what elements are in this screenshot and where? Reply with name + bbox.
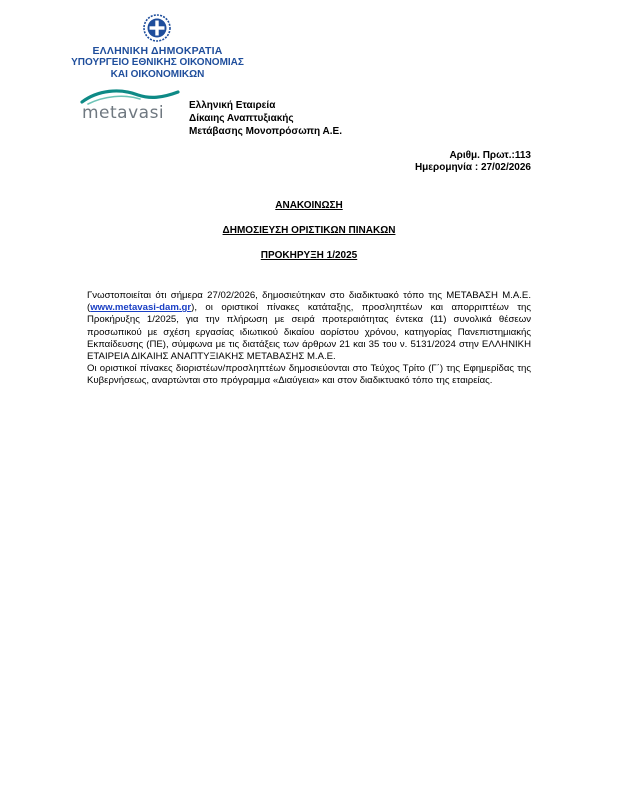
date-label: Ημερομηνία : [414,162,481,173]
date-value: 27/02/2026 [480,162,531,173]
greek-emblem-icon [143,14,171,42]
paragraph-2: Οι οριστικοί πίνακες διοριστέων/προσληπτέων δημοσιεύονται στο Τεύχος Τρίτο (Γ΄) της Εφημερίδας της Κυβερνήσεως, αναρτώνται στο πρόγραμμα «Διαύγεια» και στον διαδικτυακό τόπο της εταιρείας. [87,363,531,387]
company-line-3: Μετάβασης Μονοπρόσωπη Α.Ε. [189,126,342,137]
paragraph-1-intro: Γνωστοποιείται ότι σήμερα 27/02/2026, δημοσιεύτηκαν στο διαδικτυακό τόπο της ΜΕΤΑΒΑΣΗ Μ.Α.Ε. ( [87,290,531,314]
announcement-title: ΑΝΑΚΟΙΝΩΣΗ [275,200,343,211]
date-line [415,162,531,174]
call-title: ΠΡΟΚΗΡΥΞΗ 1/2025 [260,250,358,261]
ministry-header [60,45,255,81]
company-line-1: Ελληνική Εταιρεία [189,100,276,111]
ministry-line-3: ΚΑΙ ΟΙΚΟΝΟΜΙΚΩΝ [110,69,205,80]
document-references [415,150,531,174]
protocol-number: 113 [514,150,531,161]
paragraph-1 [87,290,531,363]
company-line-2: Δίκαιης Αναπτυξιακής [189,113,294,124]
protocol-number-line [415,150,531,162]
paragraph-1-rest: ), οι οριστικοί πίνακες κατάταξης, προσληπτέων και απορριπτέων της Προκήρυξης 1/2025, για την πλήρωση με σειρά προτεραιότητας έντεκα (11) συνολικά θέσεων προσωπικού με σχέση εργασίας ιδιωτικού δικαίου αορίστου χρόνου, κατηγορίας Πανεπιστημιακής Εκπαίδευσης (ΠΕ), σύμφωνα με τις διατάξεις των άρθρων 21 και 35 του ν. 5131/2024 στην ΕΛΛΗΝΙΚΗ ΕΤΑΙΡΕΙΑ ΔΙΚΑΙΗΣ ΑΝΑΠΤΥΞΙΑΚΗΣ ΜΕΤΑΒΑΣΗΣ Μ.Α.Ε. [87,302,531,363]
website-link[interactable]: www.metavasi-dam.gr [90,302,192,314]
logo-wordmark: metavasi [82,103,165,123]
announcement-body [87,290,531,388]
protocol-label: Αριθμ. Πρωτ.: [449,150,515,161]
company-name [189,99,342,138]
subject-title: ΔΗΜΟΣΙΕΥΣΗ ΟΡΙΣΤΙΚΩΝ ΠΙΝΑΚΩΝ [222,225,396,236]
ministry-line-1: ΕΛΛΗΝΙΚΗ ΔΗΜΟΚΡΑΤΙΑ [92,45,223,57]
metavasi-logo [80,86,180,124]
ministry-line-2: ΥΠΟΥΡΓΕΙΟ ΕΘΝΙΚΗΣ ΟΙΚΟΝΟΜΙΑΣ [71,57,244,68]
